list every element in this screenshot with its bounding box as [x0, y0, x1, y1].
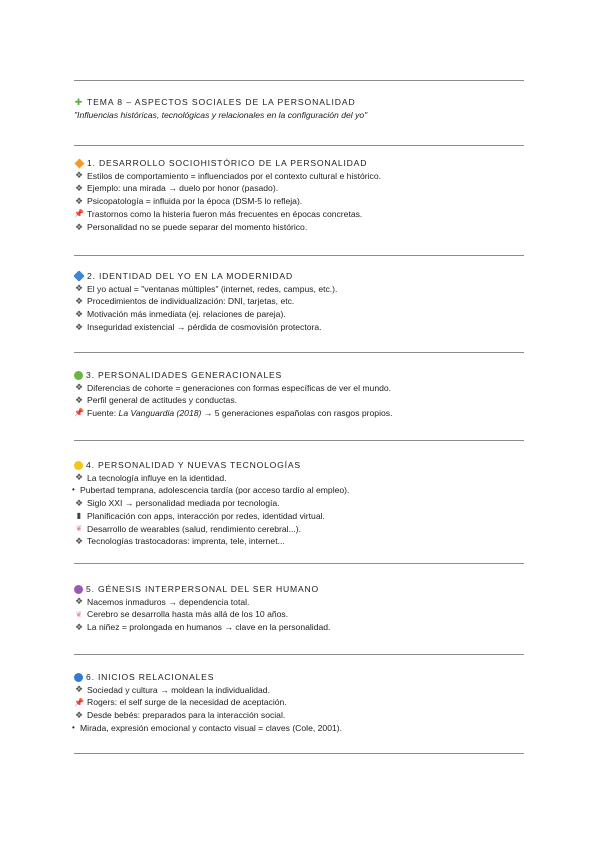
page-title-row [74, 96, 534, 108]
list-item: • Mirada, expresión emocional y contacto visual = claves (Cole, 2001). [72, 722, 343, 733]
fleur-icon: ❖ [74, 321, 84, 332]
section-heading: 3. PERSONALIDADES GENERACIONALES [74, 369, 534, 382]
section-6 [74, 671, 534, 735]
list-item: 📌 Fuente: La Vanguardia (2018) → 5 generaciones españolas con rasgos propios. [74, 408, 393, 419]
list-item: ❖ Sociedad y cultura → moldean la individualidad. [74, 684, 270, 695]
section-1 [74, 157, 534, 233]
pushpin-icon: 📌 [74, 209, 84, 219]
page-title: TEMA 8 – ASPECTOS SOCIALES DE LA PERSONALIDAD [87, 97, 356, 107]
section-3 [74, 369, 534, 420]
section-heading: 5. GÉNESIS INTERPERSONAL DEL SER HUMANO [74, 583, 534, 596]
divider [74, 563, 524, 564]
blue-circle-icon [74, 673, 83, 682]
list-item: 📌 Trastornos como la histeria fueron más frecuentes en épocas concretas. [74, 208, 363, 219]
section-heading: 2. IDENTIDAD DEL YO EN LA MODERNIDAD [74, 270, 534, 283]
source-title: La Vanguardia (2018) [118, 408, 202, 419]
bullet-icon: • [72, 485, 75, 495]
divider [74, 145, 524, 146]
fleur-icon: ❖ [74, 684, 84, 695]
list-item: ❖ Perfil general de actitudes y conductas. [74, 395, 238, 406]
section-4 [74, 459, 534, 548]
orange-diamond-icon [75, 158, 85, 168]
list-item: ❖ El yo actual = "ventanas múltiples" (internet, redes, campus, etc.). [74, 283, 338, 294]
fleur-icon: ❖ [74, 221, 84, 232]
list-item: ❖ Ejemplo: una mirada → duelo por honor (pasado). [74, 183, 279, 194]
list-item: ❖ Personalidad no se puede separar del momento histórico. [74, 221, 308, 232]
list-item: ❖ Diferencias de cohorte = generaciones con formas específicas de ver el mundo. [74, 382, 392, 393]
list-item: • Pubertad temprana, adolescencia tardía (por acceso tardío al empleo). [72, 485, 350, 496]
purple-circle-icon [74, 585, 83, 594]
fleur-icon: ❖ [74, 395, 84, 406]
fleur-icon: ❖ [74, 596, 84, 607]
fleur-icon: ❖ [74, 183, 84, 194]
fleur-icon: ❖ [74, 472, 84, 483]
blue-diamond-icon [73, 271, 84, 282]
fleur-icon: ❖ [74, 621, 84, 632]
page-header [74, 96, 534, 121]
page-subtitle: "Influencias históricas, tecnológicas y relacionales en la configuración del yo" [74, 110, 368, 120]
fleur-icon: ❖ [74, 709, 84, 720]
fleur-icon: ❖ [74, 497, 84, 508]
list-item: 📌 Rogers: el self surge de la necesidad de aceptación. [74, 697, 287, 708]
list-item: ❖ Procedimientos de individualización: DNI, tarjetas, etc. [74, 296, 295, 307]
fleur-icon: ❖ [74, 296, 84, 307]
list-item: ❖ La tecnología influye en la identidad. [74, 472, 227, 483]
section-2 [74, 270, 534, 334]
section-heading: 6. INICIOS RELACIONALES [74, 671, 534, 684]
brain-icon: ❦ [75, 524, 83, 534]
fleur-icon: ❖ [74, 170, 84, 181]
list-item: ❖ Estilos de comportamiento = influenciados por el contexto cultural e histórico. [74, 170, 382, 181]
fleur-icon: ❖ [74, 195, 84, 206]
list-item: ❖ Psicopatología = influida por la época (DSM-5 lo refleja). [74, 195, 303, 207]
bullet-icon: • [72, 722, 75, 732]
pushpin-icon: 📌 [74, 697, 84, 707]
fleur-icon: ❖ [74, 536, 84, 547]
list-item: ❖ Tecnologías trastocadoras: imprenta, tele, internet... [74, 536, 285, 547]
list-item: ❦ Desarrollo de wearables (salud, rendimiento cerebral...). [75, 523, 301, 534]
section-heading: 4. PERSONALIDAD Y NUEVAS TECNOLOGÍAS [74, 459, 534, 472]
list-item: ❖ Desde bebés: preparados para la interacción social. [74, 709, 286, 721]
fleur-icon: ❖ [74, 308, 84, 319]
divider [74, 255, 524, 256]
divider [74, 440, 524, 441]
section-5 [74, 583, 534, 634]
green-circle-icon [74, 371, 83, 380]
yellow-circle-icon [74, 461, 83, 470]
list-item: ❖ Motivación más inmediata (ej. relaciones de pareja). [74, 308, 286, 320]
divider [74, 753, 524, 754]
list-item: ❖ Siglo XXI → personalidad mediada por tecnología. [74, 497, 280, 509]
list-item: ❖ La niñez = prolongada en humanos → clave en la personalidad. [74, 621, 331, 633]
section-heading: 1. DESARROLLO SOCIOHISTÓRICO DE LA PERSONALIDAD [74, 157, 534, 170]
list-item: ▮ Planificación con apps, interacción por redes, identidad virtual. [74, 510, 534, 523]
list-item: ❖ Inseguridad existencial → pérdida de cosmovisión protectora. [74, 321, 322, 332]
phone-icon: ▮ [76, 511, 82, 521]
divider [74, 80, 524, 81]
list-item: ❖ Nacemos inmaduros → dependencia total. [74, 596, 250, 607]
fleur-icon: ❖ [74, 283, 84, 294]
divider [74, 352, 524, 353]
puzzle-icon: ✚ [74, 96, 84, 107]
divider [74, 654, 524, 655]
fleur-icon: ❖ [74, 382, 84, 393]
brain-icon: ❦ [75, 609, 83, 619]
list-item: ❦ Cerebro se desarrolla hasta más allá de los 10 años. [75, 609, 289, 620]
pushpin-icon: 📌 [74, 408, 84, 418]
